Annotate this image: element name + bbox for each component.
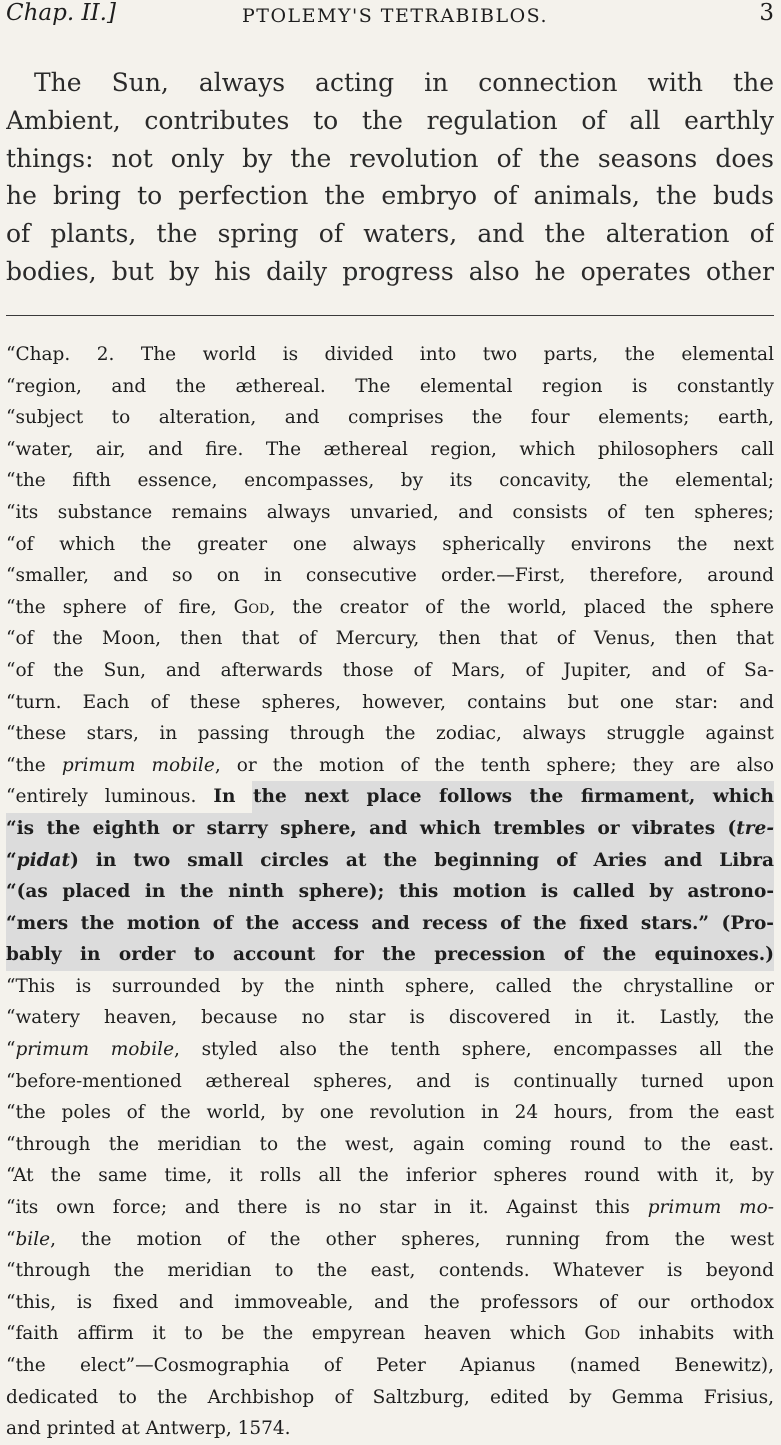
footnote-line: “smaller, and so on in consecutive order.—First, therefore, around — [6, 565, 774, 587]
footnote-italic-term: primum mobile — [15, 1039, 175, 1061]
footnote — [6, 339, 774, 1445]
running-header — [6, 0, 774, 30]
main-line: bodies, but by his daily progress also he operates other — [6, 256, 774, 286]
footnote-text: , or the motion of the tenth sphere; they are also — [214, 754, 774, 776]
footnote-line: “these stars, in passing through the zodiac, always struggle against — [6, 723, 774, 745]
footnote-text: “its own force; and there is no star in it. Against this — [6, 1197, 648, 1219]
footnote-line — [6, 592, 774, 624]
highlighted-text: ) in two small circles at the beginning of Aries and Libra — [70, 849, 774, 871]
footnote-line: “the elect”—Cosmographia of Peter Apianus (named Benewitz), — [6, 1355, 774, 1376]
footnote-line: “watery heaven, because no star is discovered in it. Lastly, the — [6, 1007, 774, 1029]
highlighted-text: In the next place follows the firmament, which — [213, 786, 774, 808]
footnote-text: , styled also the tenth sphere, encompasses all the — [174, 1039, 774, 1061]
footnote-line: “of the Sun, and afterwards those of Mars, of Jupiter, and of Sa- — [6, 659, 774, 681]
footnote-text: inhabits with — [620, 1323, 774, 1345]
highlighted-italic-term: pidat — [16, 849, 71, 871]
footnote-text: , the creator of the world, placed the sphere — [269, 596, 774, 618]
footnote-line: “Chap. 2. The world is divided into two parts, the elemental — [6, 344, 774, 365]
footnote-line — [6, 1034, 774, 1066]
footnote-text: “faith affirm it to be the empyrean heaven which — [6, 1323, 585, 1345]
footnote-smallcaps-word: God — [584, 1323, 621, 1345]
highlighted-text: “(as placed in the ninth sphere); this motion is called by astrono- — [6, 881, 774, 903]
footnote-line-content — [6, 813, 774, 845]
main-line: of plants, the spring of waters, and the alteration of — [6, 219, 774, 249]
footnote-smallcaps-word: God — [233, 596, 270, 618]
footnote-line: dedicated to the Archbishop of Saltzburg, edited by Gemma Frisius, — [6, 1386, 774, 1408]
footnote-line: “its substance remains always unvaried, and consists of ten spheres; — [6, 501, 774, 523]
footnote-line — [6, 781, 774, 813]
chapter-label: Chap. II.] — [6, 0, 116, 26]
main-line: The Sun, always acting in connection with the — [34, 68, 774, 97]
footnote-line: “before-mentioned æthereal spheres, and is continually turned upon — [6, 1070, 774, 1092]
footnote-line: and printed at Antwerp, 1574. — [6, 1418, 291, 1440]
main-line: things: not only by the revolution of the seasons does — [6, 143, 774, 173]
footnote-italic-term: primum mobile — [61, 754, 215, 776]
highlighted-text: “is the eighth or starry sphere, and which trembles or vibrates ( — [6, 817, 737, 839]
footnote-line: “subject to alteration, and comprises the four elements; earth, — [6, 407, 774, 429]
footnote-line-content — [6, 845, 774, 877]
footnote-line: “the poles of the world, by one revolution in 24 hours, from the east — [6, 1102, 774, 1124]
footnote-line: “through the meridian to the east, contends. Whatever is beyond — [6, 1260, 774, 1282]
footnote-text: “ — [6, 1228, 16, 1250]
footnote-line: “This is surrounded by the ninth sphere, called the chrystalline or — [6, 975, 774, 997]
footnote-line: “water, air, and fire. The æthereal region, which philosophers call — [6, 438, 774, 460]
footnote-line-content — [6, 781, 774, 813]
footnote-line: “of which the greater one always spherically environs the next — [6, 533, 774, 555]
footnote-text: “the sphere of fire, — [6, 596, 234, 618]
main-paragraph — [6, 64, 774, 291]
footnote-line: “At the same time, it rolls all the inferior spheres round with it, by — [6, 1165, 774, 1187]
footnote-line — [6, 939, 774, 971]
highlighted-text: bably in order to account for the precession of the equinoxes.) — [6, 944, 774, 966]
footnote-line — [6, 1224, 774, 1256]
footnote-italic-term: bile — [15, 1228, 51, 1250]
footnote-separator-rule — [6, 315, 774, 316]
main-line: Ambient, contributes to the regulation of all earthly — [6, 105, 774, 135]
highlighted-italic-term: tre- — [736, 817, 774, 839]
footnote-line: “the fifth essence, encompasses, by its concavity, the elemental; — [6, 470, 774, 492]
footnote-line: “this, is fixed and immoveable, and the professors of our orthodox — [6, 1291, 774, 1313]
highlighted-text: “mers the motion of the access and recess of the fixed stars.” (Pro- — [6, 912, 774, 934]
footnote-line: “of the Moon, then that of Mercury, then that of Venus, then that — [6, 628, 774, 650]
footnote-italic-term: primum mo- — [647, 1197, 774, 1219]
footnote-line — [6, 908, 774, 940]
footnote-text: “entirely luminous. — [6, 786, 214, 808]
footnote-line — [6, 876, 774, 908]
footnote-line: “turn. Each of these spheres, however, contains but one star: and — [6, 691, 774, 713]
footnote-line: “region, and the æthereal. The elemental region is constantly — [6, 375, 774, 397]
footnote-text: , the motion of the other spheres, running from the west — [50, 1228, 774, 1250]
footnote-line — [6, 750, 774, 782]
page-number: 3 — [759, 0, 774, 26]
running-title: PTOLEMY'S TETRABIBLOS. — [242, 5, 549, 27]
footnote-line — [6, 845, 774, 877]
footnote-line — [6, 1318, 774, 1350]
footnote-text: “the — [6, 754, 62, 776]
footnote-line — [6, 1192, 774, 1224]
footnote-text: “ — [6, 1039, 16, 1061]
footnote-line: “through the meridian to the west, again coming round to the east. — [6, 1133, 774, 1155]
footnote-line — [6, 813, 774, 845]
main-line: he bring to perfection the embryo of animals, the buds — [6, 181, 774, 211]
highlighted-text: “ — [6, 849, 17, 871]
